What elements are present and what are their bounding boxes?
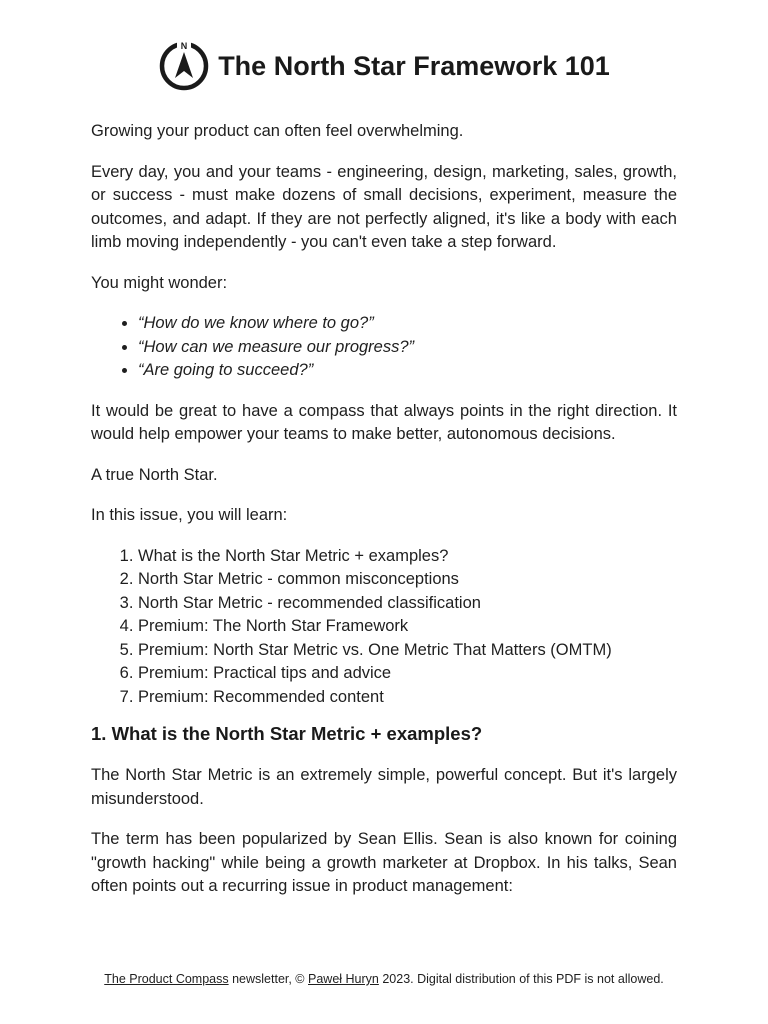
list-item: 6. Premium: Practical tips and advice (138, 662, 677, 686)
list-item: • “Are going to succeed?” (138, 359, 677, 383)
list-item: 2. North Star Metric - common misconceptions (138, 568, 677, 592)
footer-text: newsletter, © (228, 972, 308, 986)
list-item: 1. What is the North Star Metric + examples? (138, 545, 677, 569)
article-body (91, 120, 677, 916)
list-item: 5. Premium: North Star Metric vs. One Metric That Matters (OMTM) (138, 639, 677, 663)
paragraph-intro: Growing your product can often feel overwhelming. (91, 122, 464, 140)
paragraph-teams: Every day, you and your teams - engineering, design, marketing, sales, growth, or success - must make dozens of small decisions, experiment, measure the outcomes, and adapt. If they are not perfectly aligned, it's like a body with each limb moving independently - you can't even take a step forward. (91, 162, 677, 251)
footer (0, 972, 768, 986)
compass-icon (158, 40, 210, 92)
list-item: • “How do we know where to go?” (138, 312, 677, 336)
table-of-contents (91, 545, 677, 710)
list-item: 7. Premium: Recommended content (138, 686, 677, 710)
paragraph-wonder: You might wonder: (91, 273, 228, 292)
section-heading: 1. What is the North Star Metric + examples? (91, 723, 483, 744)
paragraph-true-north: A true North Star. (91, 465, 218, 484)
paragraph-compass: It would be great to have a compass that always points in the right direction. It would help empower your teams to make better, autonomous decisions. (91, 401, 677, 443)
footer-copyright: 2023. Digital distribution of this PDF is not allowed. (378, 972, 664, 986)
list-item: 3. North Star Metric - recommended classification (138, 592, 677, 616)
header (91, 40, 677, 92)
list-item: 4. Premium: The North Star Framework (138, 615, 677, 639)
paragraph-learn: In this issue, you will learn: (91, 506, 288, 524)
page-title: The North Star Framework 101 (218, 50, 610, 81)
question-list (91, 312, 677, 383)
paragraph-concept: The North Star Metric is an extremely simple, powerful concept. But it's largely misunderstood. (91, 766, 677, 808)
newsletter-link[interactable]: The Product Compass (104, 972, 229, 986)
list-item: • “How can we measure our progress?” (138, 336, 677, 360)
paragraph-sean-ellis: The term has been popularized by Sean Ellis. Sean is also known for coining "growth hacking" while being a growth marketer at Dropbox. In his talks, Sean often points out a recurring issue in product management: (91, 830, 677, 895)
compass-letter: N (180, 41, 188, 51)
author-link[interactable]: Paweł Huryn (308, 972, 379, 986)
